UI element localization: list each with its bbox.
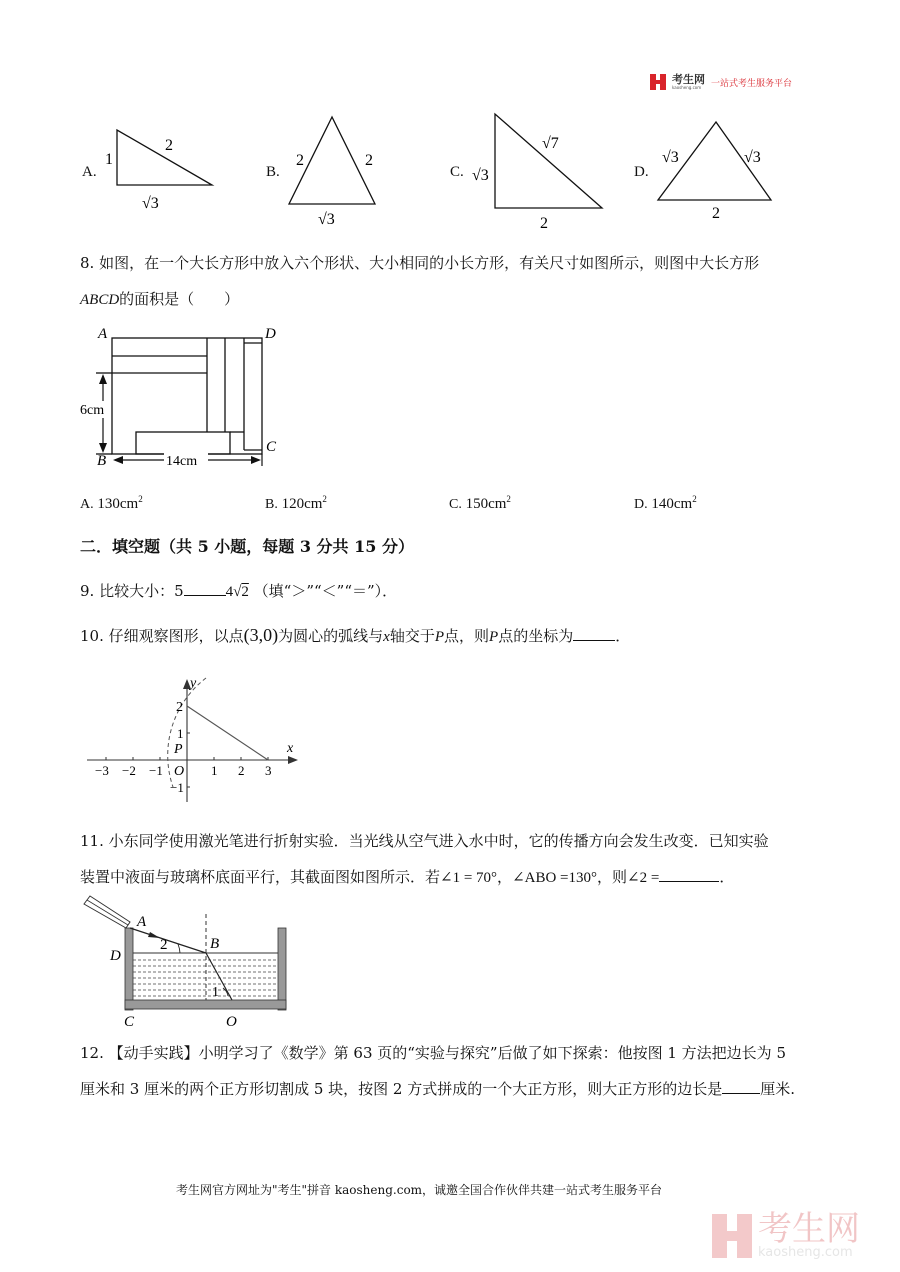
q8-label-d: D (265, 326, 276, 342)
q7-b-side-2: 2 (365, 152, 373, 169)
q11-text-2b: ，则 (597, 868, 628, 886)
q7-option-c-label: C. (450, 164, 464, 180)
q7-option-b-label: B. (266, 164, 280, 180)
q7-triangle-d (650, 114, 780, 224)
q10-var-p2: P (489, 629, 499, 645)
q10-origin-label: O (174, 764, 185, 779)
q7-c-side-1: √3 (472, 167, 489, 184)
q10-y-label: y (190, 676, 197, 691)
q8-option-a[interactable]: A. $130cm^2$ (80, 494, 143, 512)
q11-end: ． (719, 868, 735, 886)
q10-point: (3,0) (243, 625, 279, 645)
watermark-logo (712, 1209, 860, 1260)
q10-text-b: 为圆心的弧线与 (278, 627, 384, 645)
q10-x-tick-1: 1 (211, 763, 218, 778)
q8-option-d[interactable]: D. $140cm^2$ (634, 494, 697, 512)
q11-number: 11. (80, 832, 104, 850)
q11-label-d: D (110, 948, 121, 964)
footer-text: 考生网官方网址为"考生"拼音 kaosheng.com，诚邀全国合作伙伴共建一站式考生服务平台 (176, 1183, 663, 1197)
q7-triangle-b (280, 110, 390, 230)
watermark-mark-icon (712, 1214, 752, 1258)
q9-expr: 4√2 (225, 584, 249, 600)
q8-number: 8. (80, 254, 95, 272)
header-logo (650, 74, 792, 90)
q12-text-line2 (80, 1078, 795, 1099)
q7-d-side-3: 2 (712, 205, 720, 222)
section-2-heading: 二．填空题（共 5 小题，每题 3 分共 15 分） (80, 537, 414, 556)
q8-text: 如图，在一个大长方形中放入六个形状、大小相同的小长方形，有关尺寸如图所示，则图中大长方形 (99, 254, 760, 272)
q11-angle1-label: 1 (212, 985, 219, 1000)
q9-number: 9. (80, 582, 95, 600)
q9-text (80, 580, 397, 601)
q12-text-2b: 厘米. (760, 1080, 796, 1098)
q10-x-tick-neg3: −3 (95, 763, 109, 778)
q9-answer-blank[interactable] (184, 581, 226, 596)
q8-text-line1 (80, 252, 759, 273)
q10-text-d: 点，则 (444, 627, 490, 645)
q10-text-c: 轴交于 (389, 627, 435, 645)
q11-label-b: B (210, 936, 220, 952)
q11-text-line1 (80, 830, 769, 851)
q10-x-tick-3: 3 (265, 763, 272, 778)
q8-height-label: 6cm (80, 403, 105, 418)
q10-x-tick-neg1: −1 (149, 763, 163, 778)
q11-answer-blank[interactable] (659, 867, 719, 882)
q7-option-d-label: D. (634, 164, 649, 180)
q11-label-a: A (137, 914, 147, 930)
q8-figure (80, 318, 290, 468)
q10-text-a: 仔细观察图形，以点 (108, 627, 244, 645)
q10-p-label: P (174, 742, 183, 757)
q10-x-tick-neg2: −2 (122, 763, 136, 778)
q11-sep: ， (497, 868, 513, 886)
q10-y-tick-neg1: −1 (170, 780, 184, 795)
q12-text-2a: 厘米和 3 厘米的两个正方形切割成 5 块，按图 2 方式拼成的一个大正方形，则大正方形的边长是 (80, 1080, 723, 1098)
q7-d-side-1: √3 (662, 149, 679, 166)
q11-figure (82, 892, 297, 1030)
q8-label-c: C (266, 439, 277, 455)
q10-x-label: x (287, 741, 294, 756)
q10-text (80, 625, 630, 646)
q11-angle2-label: 2 (160, 937, 168, 953)
q12-number: 12. (80, 1044, 104, 1062)
q12-text-line1 (80, 1042, 786, 1063)
q11-angle-abo: ∠ABO =130° (512, 870, 598, 886)
q7-a-side-3: √3 (142, 195, 159, 212)
watermark-sub: kaosheng.com (758, 1245, 853, 1260)
q10-figure (82, 670, 307, 810)
q8-label-a: A (98, 326, 108, 342)
q7-triangle-c (470, 108, 610, 233)
q7-c-side-2: √7 (542, 135, 559, 152)
q11-label-c: C (124, 1014, 135, 1030)
q11-text-1: 小东同学使用激光笔进行折射实验．当光线从空气进入水中时，它的传播方向会发生改变．已知实验 (108, 832, 769, 850)
q8-var-abcd: ABCD (80, 292, 120, 308)
q10-var-p: P (434, 629, 445, 645)
q10-number: 10. (80, 627, 104, 645)
q8-text-2: 的面积是（ ） (119, 290, 240, 308)
q10-end: ． (615, 627, 631, 645)
q8-label-b: B (97, 453, 107, 468)
q7-d-side-2: √3 (744, 149, 761, 166)
watermark-text: 考生网 (758, 1209, 860, 1249)
q7-a-side-2: 2 (165, 137, 173, 154)
q10-y-tick-1: 1 (177, 726, 184, 741)
q7-b-side-1: 2 (296, 152, 304, 169)
q9-suffix: （填“＞”“＜”“＝”）． (253, 582, 398, 600)
q7-option-a-label: A. (82, 164, 97, 180)
q10-answer-blank[interactable] (573, 626, 615, 641)
q10-var-x: x (383, 629, 390, 645)
logo-mark-icon (650, 74, 666, 90)
logo-sub: kaosheng.com (672, 85, 702, 90)
q10-x-tick-2: 2 (238, 763, 245, 778)
q9-prefix: 比较大小：5 (99, 582, 184, 600)
q11-angle1: ∠1 = 70° (440, 870, 498, 886)
q11-angle2: ∠2 = (627, 870, 660, 886)
q8-width-label: 14cm (166, 454, 198, 468)
q7-triangle-a (95, 120, 225, 220)
logo-text: 考生网 (672, 73, 705, 86)
q10-text-e: 点的坐标为 (498, 627, 574, 645)
q8-text-line2 (80, 288, 239, 309)
q11-text-line2 (80, 866, 734, 887)
q8-option-c[interactable]: C. $150cm^2$ (449, 494, 511, 512)
q11-text-2a: 装置中液面与玻璃杯底面平行，其截面图如图所示．若 (80, 868, 441, 886)
q12-text-1: 【动手实践】小明学习了《数学》第 63 页的“实验与探究”后做了如下探索：他按图 1 方法把边长为 5 (108, 1044, 786, 1062)
q10-y-tick-2: 2 (176, 700, 183, 715)
q7-b-side-3: √3 (318, 211, 335, 228)
q7-a-side-1: 1 (105, 151, 113, 168)
q7-c-side-3: 2 (540, 215, 548, 232)
q11-label-o: O (226, 1014, 237, 1030)
header-slogan: 一站式考生服务平台 (711, 78, 793, 89)
q12-answer-blank[interactable] (722, 1079, 760, 1094)
q8-option-b[interactable]: B. $120cm^2$ (265, 494, 327, 512)
